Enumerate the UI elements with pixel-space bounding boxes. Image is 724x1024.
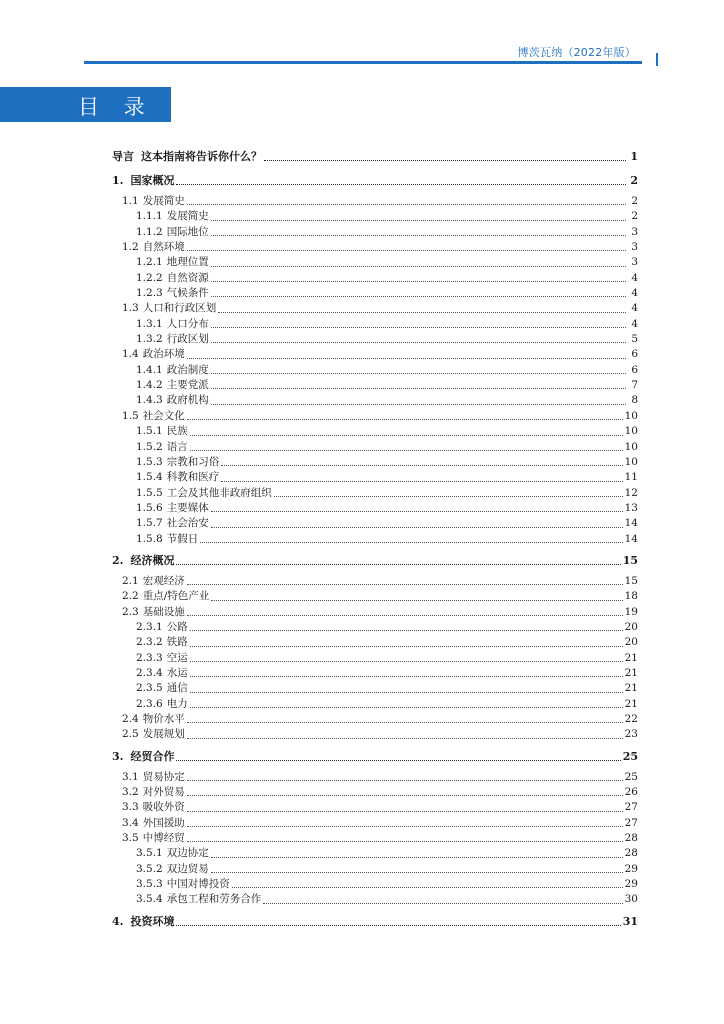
toc-entry-number: 1.2 [122, 241, 139, 254]
toc-entry[interactable] [112, 194, 638, 209]
toc-entry-label: 重点/特色产业 [142, 590, 210, 603]
toc-dot-leader [190, 645, 623, 647]
toc-entry-page: 2 [631, 210, 638, 223]
toc-entry[interactable] [112, 589, 638, 604]
toc-entry-page: 26 [624, 786, 638, 799]
toc-dot-leader [211, 526, 623, 528]
toc-entry-number: 1. [112, 174, 124, 187]
toc-dot-leader [187, 794, 623, 796]
toc-entry-label: 吸收外资 [142, 801, 185, 814]
toc-entry-page: 27 [624, 801, 638, 814]
toc-entry-page: 28 [624, 832, 638, 845]
toc-entry-label: 政治制度 [166, 363, 209, 376]
toc-entry-number: 1.1.2 [136, 225, 163, 238]
toc-entry[interactable] [112, 681, 638, 696]
toc-dot-leader [221, 464, 622, 466]
toc-entry-number: 2.3.3 [136, 651, 163, 664]
toc-entry[interactable] [112, 486, 638, 501]
toc-entry-number: 3. [112, 749, 124, 763]
toc-entry-label: 人口和行政区划 [142, 302, 217, 315]
toc-entry-page: 25 [624, 770, 638, 783]
toc-entry-page: 29 [624, 878, 638, 891]
toc-entry-label: 物价水平 [142, 713, 185, 725]
toc-entry-number: 3.5.1 [136, 847, 163, 860]
toc-entry-number: 2.3.1 [136, 620, 163, 633]
toc-entry-number: 3.4 [122, 816, 139, 829]
toc-dot-leader [187, 810, 623, 812]
toc-entry-number: 1.5.8 [136, 532, 163, 545]
toc-dot-leader [187, 779, 623, 781]
toc-entry-label: 对外贸易 [142, 786, 185, 799]
toc-entry-page: 14 [624, 517, 638, 530]
toc-entry-label: 社会治安 [166, 517, 209, 530]
toc-entry-page: 15 [624, 574, 638, 587]
toc-entry-page: 28 [624, 847, 638, 860]
toc-entry-label: 工会及其他非政府组织 [166, 486, 272, 499]
toc-dot-leader [211, 510, 623, 512]
toc-entry-page: 1 [630, 150, 638, 163]
toc-entry-label: 投资环境 [130, 914, 175, 928]
toc-entry-label: 发展简史 [166, 210, 209, 223]
toc-entry-number: 3.1 [122, 770, 139, 783]
toc-entry-page: 4 [631, 287, 638, 300]
toc-entry[interactable] [112, 363, 638, 378]
toc-entry-page: 2 [631, 195, 638, 207]
toc-entry-page: 21 [624, 666, 638, 679]
toc-title: 目 录 [78, 95, 154, 119]
toc-entry-page: 29 [624, 862, 638, 875]
toc-entry-page: 5 [631, 333, 638, 346]
toc-entry-number: 1.2.1 [136, 256, 163, 269]
toc-entry[interactable] [112, 470, 638, 485]
toc-entry-number: 1.3.1 [136, 317, 163, 330]
header-divider [84, 61, 642, 64]
toc-entry-label: 主要媒体 [166, 501, 209, 514]
toc-entry[interactable] [112, 727, 638, 742]
toc-entry-label: 公路 [166, 620, 188, 633]
toc-entry-page: 18 [624, 590, 638, 603]
toc-entry[interactable] [112, 455, 638, 470]
toc-dot-leader [190, 691, 623, 693]
toc-entry-number: 1.5.3 [136, 455, 163, 468]
toc-entry-page: 10 [624, 425, 638, 438]
toc-entry[interactable] [112, 846, 638, 861]
toc-dot-leader [263, 902, 622, 904]
toc-entry[interactable] [112, 666, 638, 681]
toc-dot-leader [190, 629, 623, 631]
toc-dot-leader [264, 159, 626, 161]
toc-entry-label: 语言 [166, 440, 188, 453]
toc-entry-page: 2 [630, 174, 638, 187]
toc-entry-label: 节假日 [166, 532, 199, 545]
toc-entry-label: 承包工程和劳务合作 [166, 893, 262, 906]
toc-entry-number: 1.5 [122, 409, 139, 422]
toc-entry[interactable] [112, 240, 638, 255]
toc-entry[interactable] [112, 209, 638, 224]
toc-entry[interactable] [112, 225, 638, 240]
toc-dot-leader [211, 234, 626, 236]
toc-entry-number: 2.1 [122, 574, 139, 587]
toc-entry-label: 政府机构 [166, 394, 209, 407]
toc-dot-leader [176, 563, 620, 565]
toc-entry-page: 21 [624, 651, 638, 664]
toc-entry-number: 4. [112, 914, 124, 928]
toc-entry-number: 3.2 [122, 786, 139, 799]
toc-entry-number: 1.1.1 [136, 210, 163, 223]
toc-entry[interactable] [112, 516, 638, 531]
toc-entry-number: 3.5 [122, 832, 139, 845]
toc-entry-number: 2.3.6 [136, 697, 163, 710]
toc-entry[interactable] [112, 892, 638, 907]
toc-entry-page: 4 [631, 271, 638, 284]
toc-entry-number: 导言 [112, 150, 134, 163]
toc-entry[interactable] [112, 409, 638, 424]
toc-entry-page: 21 [624, 682, 638, 695]
toc-entry-number: 2.2 [122, 590, 139, 603]
toc-entry-number: 1.5.5 [136, 486, 163, 499]
toc-entry-number: 2.3.2 [136, 636, 163, 649]
toc-entry-page: 11 [624, 471, 638, 484]
toc-entry[interactable] [112, 170, 638, 191]
toc-entry-label: 自然资源 [166, 271, 209, 284]
toc-entry-page: 6 [631, 363, 638, 376]
toc-entry[interactable] [112, 286, 638, 301]
toc-entry-number: 1.4.1 [136, 363, 163, 376]
toc-dot-leader [211, 856, 623, 858]
toc-dot-leader [211, 219, 626, 221]
toc-entry[interactable] [112, 332, 638, 347]
toc-entry[interactable] [112, 146, 638, 167]
toc-entry-label: 科教和医疗 [166, 471, 220, 484]
toc-entry-label: 基础设施 [142, 605, 185, 618]
toc-entry-number: 1.4 [122, 348, 139, 361]
toc-entry[interactable] [112, 712, 638, 727]
toc-entry-page: 13 [624, 501, 638, 514]
toc-entry-number: 1.5.7 [136, 517, 163, 530]
toc-entry[interactable] [112, 501, 638, 516]
toc-entry-page: 4 [631, 317, 638, 330]
toc-entry-label: 水运 [166, 666, 188, 679]
toc-entry-label: 贸易协定 [142, 770, 185, 783]
toc-entry-page: 25 [622, 749, 638, 763]
toc-entry-label: 主要党派 [166, 379, 209, 392]
toc-entry-number: 1.4.2 [136, 379, 163, 392]
toc-dot-leader [187, 614, 623, 616]
toc-entry-page: 10 [624, 455, 638, 468]
toc-entry-label: 经济概况 [130, 553, 175, 567]
toc-entry[interactable] [112, 378, 638, 393]
toc-entry-label: 铁路 [166, 636, 188, 649]
toc-entry-number: 3.5.3 [136, 878, 163, 891]
toc-entry-number: 2.3 [122, 605, 139, 618]
toc-entry-number: 1.5.1 [136, 425, 163, 438]
toc-entry-label: 发展简史 [142, 195, 185, 207]
toc-entry-label: 地理位置 [166, 256, 209, 269]
toc-entry-page: 30 [624, 893, 638, 906]
toc-entry-number: 2.5 [122, 728, 139, 741]
toc-entry-label: 电力 [166, 697, 188, 710]
toc-entry[interactable] [112, 424, 638, 439]
toc-entry-page: 3 [631, 241, 638, 254]
toc-dot-leader [218, 311, 626, 313]
toc-dot-leader [190, 449, 623, 451]
toc-entry[interactable] [112, 635, 638, 650]
toc-entry[interactable] [112, 800, 638, 815]
header-mark [656, 53, 658, 66]
toc-dot-leader [200, 541, 622, 543]
toc-entry-page: 21 [624, 697, 638, 710]
toc-entry[interactable] [112, 574, 638, 589]
toc-entry-number: 2.3.5 [136, 682, 163, 695]
toc-dot-leader [211, 326, 626, 328]
toc-entry-label: 宏观经济 [142, 574, 185, 587]
toc-entry-page: 10 [624, 409, 638, 422]
toc-entry-label: 气候条件 [166, 287, 209, 300]
toc-entry[interactable] [112, 532, 638, 547]
toc-entry-label: 双边贸易 [166, 862, 209, 875]
toc-entry-page: 31 [622, 914, 638, 928]
toc-entry-label: 社会文化 [142, 409, 185, 422]
toc-entry-page: 19 [624, 605, 638, 618]
toc-entry-page: 7 [631, 379, 638, 392]
toc-dot-leader [211, 387, 626, 389]
toc-entry[interactable] [112, 317, 638, 332]
toc-entry-label: 自然环境 [142, 241, 185, 254]
toc-entry-page: 3 [631, 256, 638, 269]
toc-entry-number: 1.5.2 [136, 440, 163, 453]
toc-dot-leader [211, 372, 626, 374]
toc-dot-leader [187, 357, 626, 359]
toc-dot-leader [211, 599, 622, 601]
toc-entry-number: 2.4 [122, 713, 139, 725]
toc-entry-label: 国际地位 [166, 225, 209, 238]
toc-entry-number: 1.5.4 [136, 471, 163, 484]
toc-entry[interactable] [112, 651, 638, 666]
toc-entry-number: 1.1 [122, 195, 139, 207]
toc-entry-number: 1.2.2 [136, 271, 163, 284]
toc-entry[interactable] [112, 697, 638, 712]
toc-entry[interactable] [112, 770, 638, 785]
toc-dot-leader [190, 706, 623, 708]
toc-dot-leader [232, 886, 623, 888]
toc-dot-leader [221, 480, 622, 482]
toc-entry[interactable] [112, 816, 638, 831]
toc-entry-label: 发展规划 [142, 728, 185, 741]
toc-dot-leader [176, 759, 620, 761]
toc-entry-page: 23 [624, 728, 638, 741]
toc-dot-leader [211, 871, 623, 873]
toc-dot-leader [187, 249, 626, 251]
toc-entry[interactable] [112, 301, 638, 316]
toc-entry-page: 4 [631, 302, 638, 315]
toc-entry-page: 3 [631, 225, 638, 238]
toc-entry-page: 22 [624, 713, 638, 725]
toc-dot-leader [187, 203, 626, 205]
toc-dot-leader [211, 295, 626, 297]
toc-entry[interactable] [112, 440, 638, 455]
toc-dot-leader [211, 403, 626, 405]
toc-entry[interactable] [112, 393, 638, 408]
toc-dot-leader [187, 840, 623, 842]
toc-entry-page: 15 [622, 553, 638, 567]
toc-entry-page: 10 [624, 440, 638, 453]
toc-entry[interactable] [112, 620, 638, 635]
toc-entry-label: 民族 [166, 425, 188, 438]
toc-list [112, 143, 638, 935]
toc-dot-leader [274, 495, 623, 497]
toc-entry-page: 27 [624, 816, 638, 829]
toc-entry-label: 空运 [166, 651, 188, 664]
toc-entry-number: 1.2.3 [136, 287, 163, 300]
toc-dot-leader [187, 583, 623, 585]
toc-entry-number: 3.5.2 [136, 862, 163, 875]
toc-entry-number: 2. [112, 553, 124, 567]
toc-entry-label: 外国援助 [142, 816, 185, 829]
toc-entry[interactable] [112, 785, 638, 800]
toc-entry-number: 1.3 [122, 302, 139, 315]
toc-dot-leader [176, 183, 626, 185]
toc-dot-leader [190, 675, 623, 677]
toc-dot-leader [211, 341, 626, 343]
toc-entry-number: 1.4.3 [136, 394, 163, 407]
toc-entry-label: 国家概况 [130, 174, 175, 187]
toc-dot-leader [187, 721, 623, 723]
toc-entry-page: 8 [631, 394, 638, 407]
toc-dot-leader [187, 825, 623, 827]
toc-entry[interactable] [112, 605, 638, 620]
toc-entry-number: 3.3 [122, 801, 139, 814]
toc-entry[interactable] [112, 831, 638, 846]
toc-dot-leader [211, 280, 626, 282]
toc-entry-label: 中博经贸 [142, 832, 185, 845]
toc-entry-label: 行政区划 [166, 333, 209, 346]
toc-entry-number: 1.3.2 [136, 333, 163, 346]
toc-entry-label: 通信 [166, 682, 188, 695]
toc-entry-label: 这本指南将告诉你什么？ [141, 150, 262, 163]
toc-dot-leader [176, 924, 620, 926]
header-title: 博茨瓦纳（2022年版） [517, 46, 636, 59]
toc-entry[interactable] [112, 746, 638, 767]
toc-entry-number: 2.3.4 [136, 666, 163, 679]
toc-dot-leader [187, 737, 623, 739]
toc-entry[interactable] [112, 911, 638, 932]
toc-entry-page: 14 [624, 532, 638, 545]
toc-entry-label: 经贸合作 [130, 749, 175, 763]
toc-entry-page: 20 [624, 636, 638, 649]
toc-dot-leader [190, 434, 623, 436]
toc-entry-label: 宗教和习俗 [166, 455, 220, 468]
toc-dot-leader [211, 265, 626, 267]
toc-entry[interactable] [112, 255, 638, 270]
toc-entry-number: 1.5.6 [136, 501, 163, 514]
toc-entry-label: 人口分布 [166, 317, 209, 330]
toc-entry[interactable] [112, 271, 638, 286]
toc-entry[interactable] [112, 347, 638, 362]
toc-dot-leader [190, 660, 623, 662]
toc-entry-label: 中国对博投资 [166, 878, 230, 891]
toc-entry[interactable] [112, 862, 638, 877]
toc-entry-label: 政治环境 [142, 348, 185, 361]
toc-dot-leader [187, 418, 623, 420]
toc-entry-page: 20 [624, 620, 638, 633]
toc-entry-number: 3.5.4 [136, 893, 163, 906]
toc-entry-page: 12 [624, 486, 638, 499]
toc-entry[interactable] [112, 550, 638, 571]
toc-entry-page: 6 [631, 348, 638, 361]
toc-entry[interactable] [112, 877, 638, 892]
toc-entry-label: 双边协定 [166, 847, 209, 860]
